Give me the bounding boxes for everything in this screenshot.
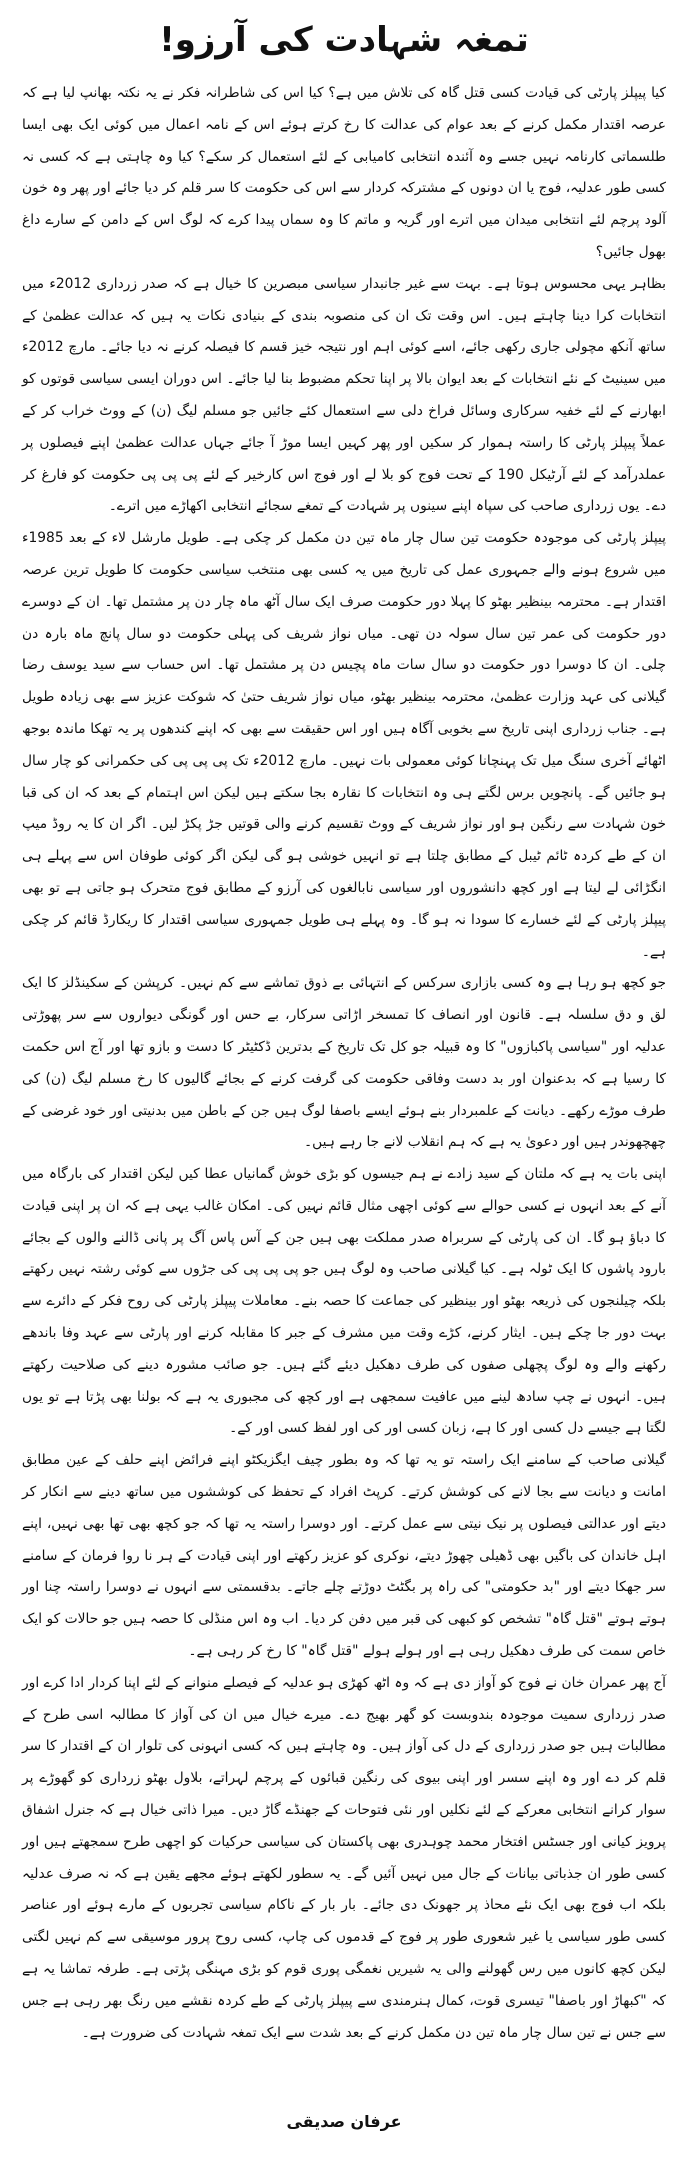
author-name: عرفان صدیقی bbox=[286, 2112, 402, 2131]
paragraph-4: جو کچھ ہو رہا ہے وہ کسی بازاری سرکس کے انتہائی بے ذوق تماشے سے کم نہیں۔ کرپشن کے سکینڈلز کا ایک لق و دق سلسلہ ہے۔ قانون اور انصاف کا تمسخر اڑاتی سرکار، بے حس اور گونگی دیواروں سے سر پھوڑتی عدلیہ اور "سیاسی پاکبازوں" کا وہ قبیلہ جو کل تک تاریخ کے بدترین ڈکٹیٹر کا دست و بازو تھا اور آج اس حکمت کا رسیا ہے کہ بدعنوان اور بد دست وفاقی حکومت کی گرفت کرنے کے بجائے گالیوں کا رخ مسلم لیگ (ن) کی طرف موڑے رکھے۔ دیانت کے علمبردار بنے ہوئے ایسے باصفا لوگ ہیں جن کے باطن میں بدنیتی اور خود غرضی کے چھچھوندر ہیں اور دعویٰ یہ ہے کہ ہم انقلاب لانے جا رہے ہیں۔ bbox=[22, 975, 666, 1151]
article-title: تمغہ شہادت کی آرزو! bbox=[159, 20, 529, 60]
paragraph-7: آج پھر عمران خان نے فوج کو آواز دی ہے کہ وہ اٹھ کھڑی ہو عدلیہ کے فیصلے منوانے کے لئے اپنا کردار ادا کرے اور صدر زرداری سمیت موجودہ بندوبست کو گھر بھیج دے۔ میرے خیال میں ان کی آواز کا مطالبہ اسی طرح کے مطالبات ہیں جو صدر زرداری کے دل کی آواز ہیں۔ وہ چاہتے ہیں کہ کسی انہونی کی تلوار ان کے اقتدار کا سر قلم کر دے اور وہ اپنے سسر اور اپنی بیوی کی رنگین قبائوں کے پرچم لہراتے، بلاول بھٹو زرداری کو گھوڑے پر سوار کرانے انتخابی معرکے کے لئے نکلیں اور نئی فتوحات کے جھنڈے گاڑ دیں۔ میرا ذاتی خیال ہے کہ جنرل اشفاق پرویز کیانی اور جسٹس افتخار محمد چوہدری بھی پاکستان کی سیاسی حرکیات کو اچھی طرح سمجھتے ہیں اور کسی طور ان جذباتی بیانات کے جال میں نہیں آئیں گے۔ یہ سطور لکھتے ہوئے مجھے یقین ہے کہ نہ صرف عدلیہ بلکہ اب فوج بھی ایک نئے محاذ پر جھونک دی جائے۔ بار بار کے ناکام سیاسی تجربوں کے مارے ہوئے اور عناصر کسی طور سیاسی یا غیر شعوری طور پر فوج کے قدموں کی چاپ، کسی روح پرور موسیقی سے کم نہیں لگتی لیکن کچھ کانوں میں رس گھولنے والی یہ شیریں نغمگی پوری قوم کو بڑی مہنگی پڑتی ہے۔ طرفہ تماشا یہ ہے کہ "کبھاڑ اور باصفا" تیسری قوت، کمال ہنرمندی سے پیپلز پارٹی کے طے کردہ نقشے میں رنگ بھر رہی ہے جس سے جس نے تین سال چار ماہ تین دن مکمل کرنے کے بعد شدت سے ایک تمغہ شہادت کی ضرورت ہے۔ bbox=[22, 1674, 666, 2041]
paragraph-6: گیلانی صاحب کے سامنے ایک راستہ تو یہ تھا کہ وہ بطور چیف ایگزیکٹو اپنے فرائض اپنے حلف کے عین مطابق امانت و دیانت سے بجا لانے کی کوشش کرتے۔ کرپٹ افراد کے تحفظ کی کوششوں میں ساتھ دینے سے انکار کر دیتے اور عدالتی فیصلوں پر نیک نیتی سے عمل کرتے۔ اور دوسرا راستہ یہ تھا کہ جو کچھ بھی تھا بھی نہیں، اپنے اہل خاندان کی باگیں بھی ڈھیلی چھوڑ دیتے، نوکری کو عزیز رکھتے اور اپنی قیادت کے ہر نا روا فرمان کے سامنے سر جھکا دیتے اور "بد حکومتی" کی راہ پر بگٹٹ دوڑتے چلے جاتے۔ بدقسمتی سے انہوں نے دوسرا راستہ چنا اور ہوتے ہوتے "قتل گاہ" تشخص کو کبھی کی قبر میں دفن کر دیا۔ اب وہ اس منڈلی کا حصہ ہیں جو حالات کو ایک خاص سمت کی طرف دھکیل رہی ہے اور ہولے ہولے "قتل گاہ" کا رخ کر رہی ہے۔ bbox=[22, 1452, 666, 1660]
article-body bbox=[22, 78, 666, 2049]
paragraph-2: بظاہر یہی محسوس ہوتا ہے۔ بہت سے غیر جانبدار سیاسی مبصرین کا خیال ہے کہ صدر زرداری 2012ء میں انتخابات کرا دینا چاہتے ہیں۔ اس وقت تک ان کی منصوبہ بندی کے بنیادی نکات یہ ہیں کہ عدالت عظمیٰ کے ساتھ آنکھ مچولی جاری رکھی جائے، اسے کوئی اہم اور نتیجہ خیز قسم کا فیصلہ کرنے نہ دیا جائے۔ مارچ 2012ء میں سینیٹ کے نئے انتخابات کے بعد ایوان بالا پر اپنا تحکم مضبوط بنا لیا جائے۔ اس دوران ایسی سیاسی قوتوں کو ابھارنے کے لئے خفیہ سرکاری وسائل فراخ دلی سے استعمال کئے جائیں جو مسلم لیگ (ن) کے ووٹ خراب کر کے عملاً پیپلز پارٹی کا راستہ ہموار کر سکیں اور پھر کہیں ایسا موڑ آ جائے جہاں عدالت عظمیٰ اپنے فیصلوں پر عملدرآمد کے لئے آرٹیکل 190 کے تحت فوج کو بلا لے اور فوج اس کارخیر کے لئے پی پی پی حکومت کو فارغ کر دے۔ یوں زرداری صاحب کی سپاہ اپنے سینوں پر شہادت کے تمغے سجائے انتخابی اکھاڑے میں اترے۔ bbox=[22, 275, 666, 515]
paragraph-1: کیا پیپلز پارٹی کی قیادت کسی قتل گاہ کی تلاش میں ہے؟ کیا اس کی شاطرانہ فکر نے یہ نکتہ بھانپ لیا ہے کہ عرصہ اقتدار مکمل کرنے کے بعد عوام کی عدالت کا رخ کرتے ہوئے اس کے نامہ اعمال میں کوئی ایک بھی ایسا طلسماتی کارنامہ نہیں جسے وہ آئندہ انتخابی کامیابی کے لئے استعمال کر سکے؟ کیا وہ چاہتی ہے کہ کسی نہ کسی طور عدلیہ، فوج یا ان دونوں کے مشترکہ کردار سے اس کی حکومت کا سر قلم کر دیا جائے اور پھر وہ خون آلود پرچم لئے انتخابی میدان میں اترے اور گریہ و ماتم کا وہ سماں پیدا کرے کہ لوگ اس کے دامن کے سارے داغ بھول جائیں؟ bbox=[22, 85, 666, 260]
paragraph-3: پیپلز پارٹی کی موجودہ حکومت تین سال چار ماہ تین دن مکمل کر چکی ہے۔ طویل مارشل لاء کے بعد 1985ء میں شروع ہونے والے جمہوری عمل کی تاریخ میں یہ کسی بھی منتخب سیاسی حکومت کا طویل ترین عرصہ اقتدار ہے۔ محترمہ بینظیر بھٹو کا پہلا دور حکومت صرف ایک سال آٹھ ماہ چار دن پر مشتمل تھا۔ ان کے دوسرے دور حکومت کی عمر تین سال سولہ دن تھی۔ میاں نواز شریف کی پہلی حکومت دو سال پانچ ماہ بارہ دن چلی۔ ان کا دوسرا دور حکومت دو سال سات ماہ پچیس دن پر مشتمل تھا۔ اس حساب سے سید یوسف رضا گیلانی کی عہد وزارت عظمیٰ، محترمہ بینظیر بھٹو، میاں نواز شریف حتیٰ کہ شوکت عزیز سے بھی زیادہ طویل ہے۔ جناب زرداری اپنی تاریخ سے بخوبی آگاہ ہیں اور اس حقیقت سے بھی کہ اپنے کندھوں پر یہ تھکا ماندہ بوجھ اٹھائے آخری سنگ میل تک پہنچانا کوئی معمولی بات نہیں۔ مارچ 2012ء تک پی پی پی کی حکمرانی کو چار سال ہو جائیں گے۔ پانچویں برس لگتے ہی وہ انتخابات کا نقارہ بجا سکتے ہیں لیکن اس اہتمام کے بعد کہ ان کی قبا خون شہادت سے رنگین ہو اور نواز شریف کے ووٹ تقسیم کرنے والی قوتیں جڑ پکڑ لیں۔ اگر ان کا یہ روڈ میپ ان کے طے کردہ ٹائم ٹیبل کے مطابق چلتا ہے تو انہیں خوشی ہو گی لیکن اگر کوئی طوفان اس سے پہلے ہی انگڑائی لے لیتا ہے اور کچھ دانشوروں اور سیاسی نابالغوں کی آرزو کے مطابق فوج متحرک ہو جاتی ہے تو بھی پیپلز پارٹی کے لئے خسارے کا سودا نہ ہو گا۔ وہ پہلے ہی طویل جمہوری سیاسی اقتدار کا ریکارڈ قائم کر چکی ہے۔ bbox=[22, 530, 666, 960]
paragraph-5: اپنی بات یہ ہے کہ ملتان کے سید زادے نے ہم جیسوں کو بڑی خوش گمانیاں عطا کیں لیکن اقتدار کی بارگاہ میں آنے کے بعد انہوں نے کسی حوالے سے کوئی اچھی مثال قائم نہیں کی۔ امکان غالب یہی ہے کہ ان پر اپنی قیادت کا دباؤ ہو گا۔ ان کی پارٹی کے سربراہ صدر مملکت بھی ہیں جن کے آس پاس آگ پر پانی ڈالنے والوں کے بجائے بارود پاشوں کا ایک ٹولہ ہے۔ کیا گیلانی صاحب وہ لوگ ہیں جو پی پی پی کی جڑوں سے کوئی رشتہ نہیں رکھتے بلکہ چیلنجوں کی ذریعہ بھٹو اور بینظیر کی جماعت کا حصہ بنے۔ معاملات پیپلز پارٹی کی روح فکر کے دائرے سے بہت دور جا چکے ہیں۔ ایثار کرنے، کڑے وقت میں مشرف کے جبر کا مقابلہ کرنے اور پارٹی سے عہد وفا باندھے رکھنے والے وہ لوگ پچھلی صفوں کی طرف دھکیل دیئے گئے ہیں۔ جو صائب مشورہ دینے کی صلاحیت رکھتے ہیں۔ انہوں نے چپ سادھ لینے میں عافیت سمجھی ہے اور کچھ کی مجبوری یہ ہے کہ بولنا بھی پڑتا ہے تو یوں لگتا ہے جیسے دل کسی اور کا ہے، زبان کسی اور کی اور لفظ کسی اور کے۔ bbox=[22, 1166, 666, 1437]
